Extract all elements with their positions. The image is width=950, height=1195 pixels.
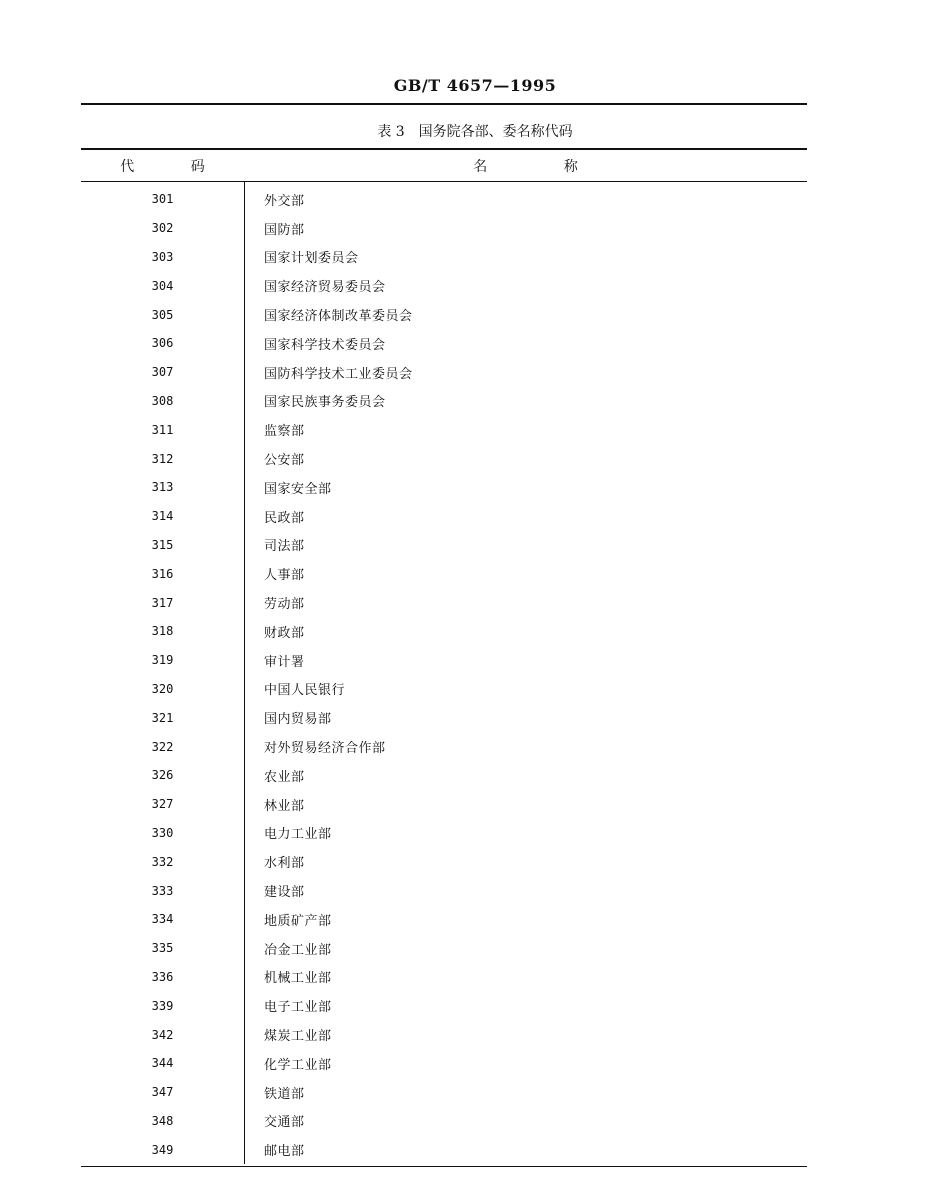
table-row	[81, 185, 807, 214]
table-row	[81, 444, 807, 473]
table-row	[81, 703, 807, 732]
table-row	[81, 271, 807, 300]
column-divider	[244, 182, 245, 1164]
table-row	[81, 387, 807, 416]
row-name: 水利部	[264, 856, 305, 872]
table-row	[81, 1020, 807, 1049]
row-name: 审计署	[264, 654, 305, 670]
row-name: 对外贸易经济合作部	[264, 741, 386, 757]
row-code: 314	[151, 509, 174, 524]
row-code: 335	[151, 941, 174, 956]
row-code: 334	[151, 912, 174, 927]
row-name: 地质矿产部	[264, 913, 332, 929]
row-name: 中国人民银行	[264, 683, 346, 699]
header-rule	[81, 103, 807, 105]
table-row	[81, 876, 807, 905]
table-row	[81, 617, 807, 646]
row-code: 349	[151, 1142, 174, 1157]
row-name: 外交部	[264, 193, 305, 209]
row-code: 332	[151, 854, 174, 869]
table-row	[81, 1049, 807, 1078]
row-name: 国内贸易部	[264, 712, 332, 728]
row-code: 308	[151, 393, 174, 408]
row-name: 建设部	[264, 885, 305, 901]
row-code: 327	[151, 797, 174, 812]
row-name: 民政部	[264, 510, 305, 526]
table-row	[81, 675, 807, 704]
row-name: 公安部	[264, 453, 305, 469]
table-row	[81, 300, 807, 329]
column-header-code: 代 码	[120, 158, 231, 175]
table-row	[81, 588, 807, 617]
row-name: 国家民族事务委员会	[264, 395, 386, 411]
row-code: 303	[151, 249, 174, 264]
row-code: 301	[151, 192, 174, 207]
row-code: 311	[151, 422, 174, 437]
row-name: 机械工业部	[264, 971, 332, 987]
row-code: 326	[151, 768, 174, 783]
row-code: 339	[151, 998, 174, 1013]
row-code: 305	[151, 307, 174, 322]
row-name: 监察部	[264, 424, 305, 440]
table-row	[81, 905, 807, 934]
row-code: 336	[151, 969, 174, 984]
row-code: 313	[151, 480, 174, 495]
row-name: 劳动部	[264, 597, 305, 613]
row-code: 330	[151, 825, 174, 840]
row-code: 317	[151, 595, 174, 610]
row-name: 国家安全部	[264, 481, 332, 497]
row-code: 318	[151, 624, 174, 639]
row-code: 316	[151, 566, 174, 581]
table-row	[81, 329, 807, 358]
table-row	[81, 214, 807, 243]
row-code: 302	[151, 221, 174, 236]
table-body	[81, 182, 807, 1164]
row-name: 人事部	[264, 568, 305, 584]
table-caption: 表 3 国务院各部、委名称代码	[377, 124, 573, 140]
table-row	[81, 531, 807, 560]
row-name: 化学工业部	[264, 1057, 332, 1073]
table-row	[81, 415, 807, 444]
row-name: 国家经济体制改革委员会	[264, 309, 413, 325]
table-row	[81, 991, 807, 1020]
row-code: 307	[151, 365, 174, 380]
table-row	[81, 732, 807, 761]
row-code: 342	[151, 1027, 174, 1042]
table-row	[81, 1078, 807, 1107]
table-row	[81, 559, 807, 588]
row-code: 312	[151, 451, 174, 466]
row-code: 322	[151, 739, 174, 754]
row-code: 321	[151, 710, 174, 725]
row-code: 320	[151, 681, 174, 696]
row-code: 347	[151, 1085, 174, 1100]
code-table	[81, 148, 807, 1167]
row-name: 财政部	[264, 625, 305, 641]
row-name: 铁道部	[264, 1086, 305, 1102]
row-name: 国家经济贸易委员会	[264, 280, 386, 296]
row-name: 冶金工业部	[264, 942, 332, 958]
row-code: 319	[151, 653, 174, 668]
row-name: 农业部	[264, 769, 305, 785]
row-code: 304	[151, 278, 174, 293]
column-header-name: 名 称	[473, 158, 614, 175]
row-name: 国防科学技术工业委员会	[264, 366, 413, 382]
table-row	[81, 243, 807, 272]
table-row	[81, 819, 807, 848]
row-name: 电子工业部	[264, 1000, 332, 1016]
table-row	[81, 502, 807, 531]
row-code: 306	[151, 336, 174, 351]
document-header: GB/T 4657—1995	[393, 76, 557, 95]
row-name: 电力工业部	[264, 827, 332, 843]
table-row	[81, 473, 807, 502]
table-row	[81, 790, 807, 819]
table-row	[81, 358, 807, 387]
table-row	[81, 1135, 807, 1164]
table-row	[81, 963, 807, 992]
table-row	[81, 934, 807, 963]
row-code: 333	[151, 883, 174, 898]
table-row	[81, 761, 807, 790]
row-name: 国家科学技术委员会	[264, 337, 386, 353]
row-code: 315	[151, 537, 174, 552]
table-row	[81, 847, 807, 876]
row-name: 国防部	[264, 222, 305, 238]
row-code: 344	[151, 1056, 174, 1071]
table-bottom-rule	[81, 1166, 807, 1167]
row-name: 司法部	[264, 539, 305, 555]
row-name: 煤炭工业部	[264, 1029, 332, 1044]
row-name: 交通部	[264, 1115, 305, 1131]
table-header	[81, 148, 807, 182]
row-name: 邮电部	[264, 1144, 305, 1160]
table-row	[81, 646, 807, 675]
row-name: 林业部	[264, 798, 305, 814]
row-code: 348	[151, 1113, 174, 1128]
table-row	[81, 1107, 807, 1136]
row-name: 国家计划委员会	[264, 251, 359, 267]
